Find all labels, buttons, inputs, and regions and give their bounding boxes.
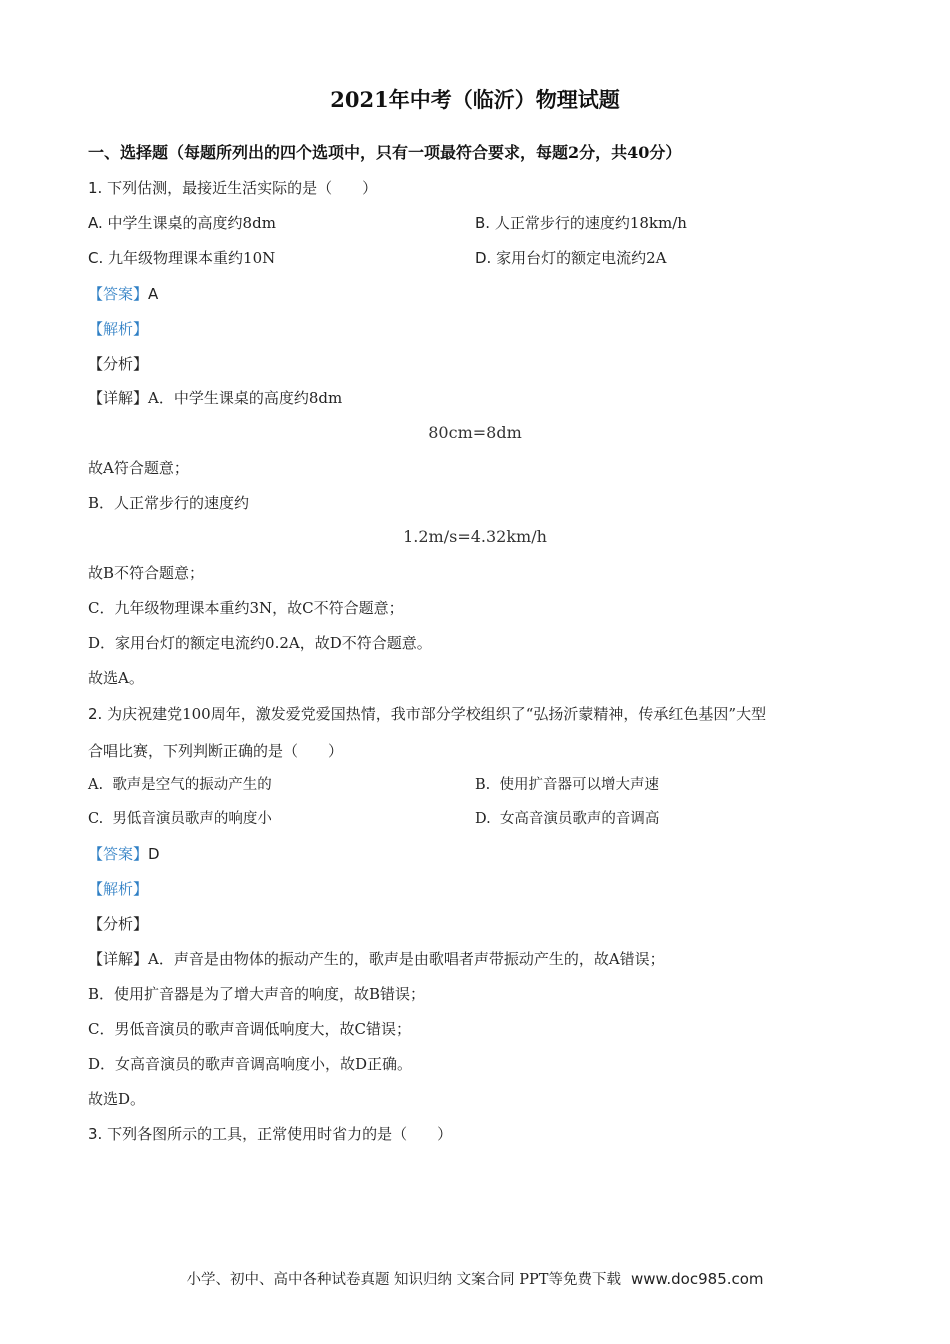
q1-detail-d: D．家用台灯的额定电流约0.2A，故D不符合题意。 bbox=[88, 634, 432, 652]
answer-tag: 【答案】 bbox=[88, 845, 149, 863]
q2-detail-d: D．女高音演员的歌声音调高响度小，故D正确。 bbox=[88, 1055, 413, 1073]
question-3-number: 3. bbox=[88, 1125, 103, 1143]
footer-text: 小学、初中、高中各种试卷真题 知识归纳 文案合同 PPT等免费下载 bbox=[186, 1272, 621, 1288]
question-1-number: 1. bbox=[88, 179, 103, 197]
q2-analysis-tag: 【解析】 bbox=[88, 880, 149, 898]
question-2-stem-line2: 合唱比赛，下列判断正确的是（ ） bbox=[88, 742, 344, 760]
q1-conclusion-b: 故B不符合题意； bbox=[88, 564, 205, 582]
q1-option-a: A. 中学生课桌的高度约8dm bbox=[88, 214, 276, 232]
q2-detail-c: C．男低音演员的歌声音调低响度大，故C错误； bbox=[88, 1020, 411, 1038]
page-footer bbox=[0, 1268, 950, 1289]
q1-formula-a: 80cm=8dm bbox=[428, 423, 522, 442]
q2-option-b: B. 使用扩音器可以增大声速 bbox=[475, 777, 659, 793]
q1-conclusion-a: 故A符合题意； bbox=[88, 459, 189, 477]
q2-fenxi-tag: 【分析】 bbox=[88, 915, 149, 933]
q2-answer bbox=[88, 843, 160, 865]
q1-analysis-tag: 【解析】 bbox=[88, 320, 149, 338]
q1-choice: 故选A。 bbox=[88, 669, 144, 687]
answer-value: A bbox=[148, 285, 159, 303]
q2-option-c: C. 男低音演员歌声的响度小 bbox=[88, 811, 272, 827]
question-3-stem: 3. 下列各图所示的工具，正常使用时省力的是（ ） bbox=[88, 1125, 453, 1143]
q2-detail-b: B．使用扩音器是为了增大声音的响度，故B错误； bbox=[88, 985, 426, 1003]
q2-detail-a: 【详解】A．声音是由物体的振动产生的，歌声是由歌唱者声带振动产生的，故A错误； bbox=[88, 950, 665, 968]
q2-choice: 故选D。 bbox=[88, 1090, 146, 1108]
q1-option-c: C. 九年级物理课本重约10N bbox=[88, 249, 276, 267]
answer-tag: 【答案】 bbox=[88, 285, 149, 303]
q1-detail-a: 【详解】A．中学生课桌的高度约8dm bbox=[88, 389, 343, 407]
answer-value: D bbox=[148, 845, 160, 863]
q2-option-d: D. 女高音演员歌声的音调高 bbox=[475, 811, 660, 827]
question-2-stem-line1: 2. 为庆祝建党100周年，激发爱党爱国热情，我市部分学校组织了“弘扬沂蒙精神，传承红色基因”大型 bbox=[88, 705, 767, 723]
q1-detail-b: B．人正常步行的速度约 bbox=[88, 494, 250, 512]
q1-answer bbox=[88, 283, 158, 305]
q2-option-a: A. 歌声是空气的振动产生的 bbox=[88, 777, 272, 793]
page-title: 2021年中考（临沂）物理试题 bbox=[330, 87, 620, 112]
q1-detail-c: C．九年级物理课本重约3N，故C不符合题意； bbox=[88, 599, 404, 617]
question-1-stem bbox=[88, 177, 377, 199]
question-1-text: 下列估测，最接近生活实际的是（ ） bbox=[107, 179, 378, 197]
footer-url[interactable]: www.doc985.com bbox=[630, 1270, 764, 1288]
q1-option-b: B. 人正常步行的速度约18km/h bbox=[475, 214, 687, 232]
question-2-number: 2. bbox=[88, 705, 103, 723]
q1-formula-b: 1.2m/s=4.32km/h bbox=[403, 527, 547, 546]
q1-option-d: D. 家用台灯的额定电流约2A bbox=[475, 249, 667, 267]
section-heading: 一、选择题（每题所列出的四个选项中，只有一项最符合要求，每题2分，共40分） bbox=[88, 143, 682, 162]
q1-fenxi-tag: 【分析】 bbox=[88, 355, 149, 373]
